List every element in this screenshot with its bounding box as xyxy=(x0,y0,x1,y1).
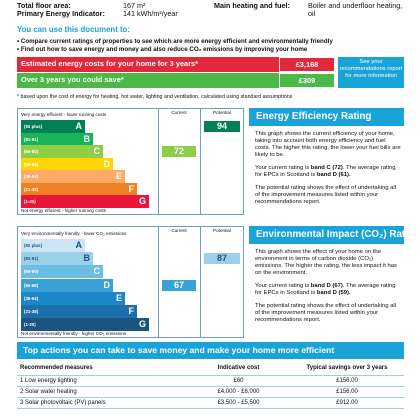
band-range: (81-91) xyxy=(24,256,39,262)
band-letter: E xyxy=(115,292,122,303)
main-heating-label: Main heating and fuel: xyxy=(214,1,290,10)
bullet-save xyxy=(17,46,307,53)
band-range: (92 plus) xyxy=(24,243,43,248)
rating-band-c xyxy=(21,145,103,158)
rating-band-f xyxy=(21,183,137,196)
ee-average-band: band D (61). xyxy=(316,172,351,178)
band-letter: A xyxy=(75,121,82,131)
chart-bottom-label: Not energy efficient - higher running costs xyxy=(21,208,106,213)
potential-rating-arrow: 94 xyxy=(204,121,240,132)
primary-energy-value: 141 kWh/m²/year xyxy=(123,9,178,18)
measure-cell: 2 Solar water heating xyxy=(17,386,187,397)
band-range: (55-68) xyxy=(24,282,39,288)
chart-divider xyxy=(200,109,201,214)
band-range: (92 plus) xyxy=(24,124,43,129)
band-range: (69-80) xyxy=(24,269,39,275)
ee-p2-text-2: . The average rating for EPCs in Scotland is xyxy=(255,165,396,178)
estimated-cost-value: £3,168 xyxy=(279,57,335,72)
ei-current-band: band D (67) xyxy=(310,283,343,289)
ei-p2-text: Your current rating is xyxy=(255,283,311,289)
rating-band-e xyxy=(21,170,125,183)
current-rating-arrow: 72 xyxy=(162,146,196,157)
band-letter: E xyxy=(115,171,122,181)
band-range: (39-54) xyxy=(24,295,39,301)
environmental-impact-chart xyxy=(17,226,244,338)
ei-paragraph-2 xyxy=(249,283,404,297)
floor-area-value: 167 m² xyxy=(123,1,146,10)
band-letter: C xyxy=(93,266,100,277)
environmental-impact-panel xyxy=(249,226,420,324)
band-range: (1-20) xyxy=(24,199,36,204)
col-savings: Typical savings over 3 years xyxy=(290,362,404,375)
rating-band-b xyxy=(21,252,93,265)
ee-p2-text: Your current rating is xyxy=(255,165,311,171)
cost-cell: £60 xyxy=(187,375,290,386)
measure-cell: 3 Solar photovoltaic (PV) panels xyxy=(17,397,187,408)
potential-column-header: Potential xyxy=(213,110,231,115)
cost-cell: £4,000 - £6,000 xyxy=(187,386,290,397)
chart-bottom-label: Not environmentally friendly - higher CO₂ emissions xyxy=(21,331,127,336)
rating-band-d xyxy=(21,279,113,292)
band-range: (21-38) xyxy=(24,309,39,314)
rating-band-d xyxy=(21,158,113,171)
band-range: (21-38) xyxy=(24,186,39,192)
ei-paragraph-3: The potential rating shows the effect of undertaking all of the improvement measures listed within your recommendations report. xyxy=(255,303,397,323)
col-cost: Indicative cost xyxy=(187,362,290,375)
chart-divider xyxy=(200,227,201,337)
saving-cell: £156.00 xyxy=(290,386,404,397)
potential-rating-arrow: 87 xyxy=(204,253,240,264)
main-heating-fuel: oil xyxy=(308,9,316,18)
chart-top-label: Very environmentally friendly - lower CO₂ emissions xyxy=(21,231,127,236)
floor-area-label: Total floor area: xyxy=(17,1,71,10)
rating-band-g xyxy=(21,318,149,331)
ei-p2-text-2: . The average rating for EPCs in Scotland is xyxy=(255,283,396,296)
band-letter: C xyxy=(93,146,100,156)
chart-divider xyxy=(158,227,159,337)
primary-energy-label: Primary Energy Indicator: xyxy=(17,9,105,18)
bullet-save-text: Find out how to save energy and money and also reduce CO₂ emissions by improving your home xyxy=(20,46,308,53)
band-letter: G xyxy=(138,319,146,330)
band-letter: D xyxy=(103,279,110,290)
recommendations-table xyxy=(17,362,404,409)
rating-band-c xyxy=(21,265,103,278)
ee-paragraph-2 xyxy=(249,165,404,179)
ee-current-band: band C (72) xyxy=(310,165,343,171)
cost-footnote: * based upon the cost of energy for heating, hot water, lighting and ventilation, calculated using standard assumptions xyxy=(17,94,293,100)
savings-value: £309 xyxy=(279,73,335,88)
col-measures: Recommended measures xyxy=(17,362,187,375)
energy-efficiency-title: Energy Efficiency Rating xyxy=(249,108,404,126)
ee-paragraph-1: This graph shows the current efficiency of your home, taking into account both energy efficiency and fuel costs. The higher this rating, the lower your fuel bills are likely to be. xyxy=(255,131,401,158)
top-actions-title: Top actions you can take to save money and make your home more efficient xyxy=(17,342,404,359)
saving-cell: £912.00 xyxy=(290,397,404,408)
rating-band-a xyxy=(21,239,85,252)
cost-cell: £3,500 - £5,500 xyxy=(187,397,290,408)
band-letter: B xyxy=(83,133,90,144)
savings-bar: Over 3 years you could save* xyxy=(17,73,279,88)
document-use-title: You can use this document to: xyxy=(17,25,130,34)
band-range: (1-20) xyxy=(24,322,36,328)
measure-cell: 1 Low energy lighting xyxy=(17,375,187,386)
bullet-dot: • xyxy=(17,46,20,53)
current-column-header: Current xyxy=(171,228,187,233)
rating-band-g xyxy=(21,195,149,208)
energy-efficiency-chart xyxy=(17,108,244,215)
potential-column-header: Potential xyxy=(213,228,231,233)
current-rating-arrow: 67 xyxy=(162,280,196,291)
ee-paragraph-3: The potential rating shows the effect of undertaking all of the improvement measures listed within your recommendations report. xyxy=(255,185,397,205)
rating-band-b xyxy=(21,133,93,146)
chart-divider xyxy=(158,109,159,214)
bullet-dot: • xyxy=(17,38,20,45)
environmental-impact-title: Environmental Impact (CO₂) Rating xyxy=(249,226,404,244)
ei-paragraph-1: This graph shows the effect of your home on the environment in terms of carbon dioxide (CO₂) emissions. The higher the rating, the less impact it has on the environment. xyxy=(255,249,397,276)
rating-band-e xyxy=(21,292,125,305)
band-letter: G xyxy=(138,196,146,206)
recommendations-link[interactable]: See your recommendations report for more information xyxy=(338,57,404,88)
energy-efficiency-panel xyxy=(249,108,404,206)
chart-top-label: Very energy efficient - lower running costs xyxy=(21,112,107,117)
ei-average-band: band D (59). xyxy=(316,290,351,296)
table-row xyxy=(17,386,404,397)
current-column-header: Current xyxy=(171,110,187,115)
band-range: (69-80) xyxy=(24,149,39,154)
band-range: (55-68) xyxy=(24,161,39,167)
table-row xyxy=(17,375,404,386)
band-range: (39-54) xyxy=(24,174,39,179)
main-heating-value: Boiler and underfloor heating, xyxy=(308,1,403,10)
saving-cell: £156.00 xyxy=(290,375,404,386)
bullet-compare xyxy=(17,38,333,45)
band-range: (81-91) xyxy=(24,136,39,142)
band-letter: A xyxy=(75,240,82,250)
estimated-cost-bar: Estimated energy costs for your home for 3 years* xyxy=(17,57,279,72)
bullet-compare-text: Compare current ratings of properties to see which are more energy efficient and environmentally friendly xyxy=(20,38,333,45)
rating-band-f xyxy=(21,305,137,318)
rating-band-a xyxy=(21,120,85,133)
band-letter: F xyxy=(128,306,134,316)
table-header-row xyxy=(17,362,404,375)
band-letter: F xyxy=(128,183,134,194)
band-letter: D xyxy=(103,158,110,169)
band-letter: B xyxy=(83,253,90,264)
table-row xyxy=(17,397,404,408)
